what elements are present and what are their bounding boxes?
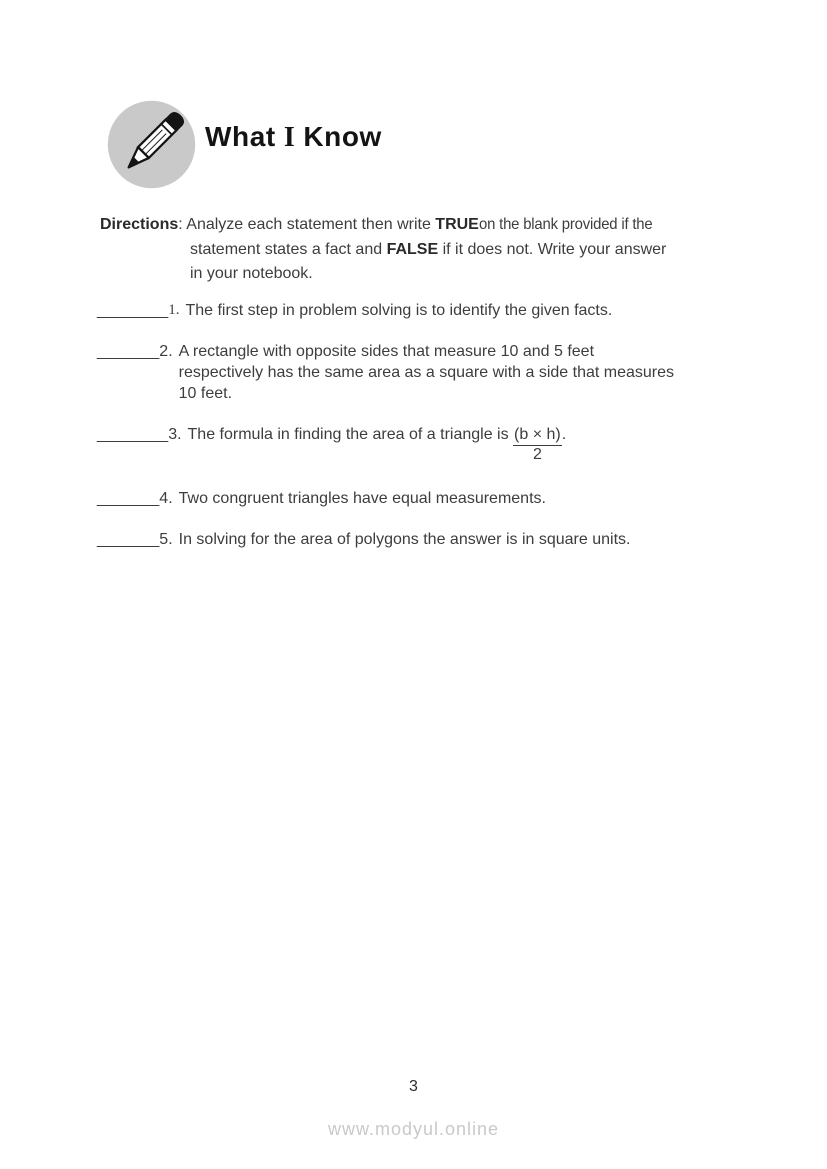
page-title: [205, 121, 382, 154]
item-text-line: respectively has the same area as a square with a side that measures: [178, 364, 675, 381]
true-keyword: TRUE: [435, 216, 479, 233]
fraction-numerator: (b × h): [513, 426, 562, 446]
directions-line-2: [100, 238, 780, 263]
item-text: [179, 341, 787, 404]
title-word: Know: [303, 121, 382, 152]
directions-paragraph: [100, 213, 780, 287]
triangle-area-fraction: [513, 424, 562, 463]
question-item-2: [97, 341, 787, 404]
watermark: www.modyul.online: [327, 1119, 500, 1139]
directions-text: Analyze each statement then write: [186, 216, 436, 233]
directions-line-1: [100, 213, 780, 238]
directions-text: in your notebook.: [190, 265, 313, 282]
item-text-line: A rectangle with opposite sides that measure 10 and 5 feet: [178, 343, 595, 360]
directions-text: if it does not. Write your answer: [438, 240, 667, 258]
item-text: In solving for the area of polygons the answer is in square units.: [178, 531, 631, 548]
question-item-3: [97, 424, 787, 463]
question-item-5: [97, 529, 787, 550]
item-text-post: .: [561, 426, 567, 443]
item-number: 5.: [159, 531, 173, 548]
item-text-line: 10 feet.: [178, 385, 233, 402]
answer-blank: _______: [97, 490, 160, 507]
page-number: 3: [409, 1078, 418, 1095]
directions-text: on the blank provided if the: [478, 216, 653, 233]
answer-blank: ________: [97, 426, 169, 443]
answer-blank: _______: [97, 343, 160, 360]
directions-line-3: [100, 262, 780, 287]
title-word-i: I: [283, 122, 296, 153]
question-item-1: [97, 300, 787, 321]
item-text: The first step in problem solving is to identify the given facts.: [185, 302, 613, 319]
answer-blank: ________: [97, 302, 169, 319]
fraction-denominator: 2: [532, 446, 542, 463]
question-item-4: [97, 488, 787, 509]
directions-label: Directions: [100, 216, 179, 233]
answer-blank: _______: [97, 531, 160, 548]
directions-colon: :: [178, 216, 187, 233]
directions-text: statement states a fact and: [190, 240, 387, 258]
item-number: 2.: [159, 343, 173, 360]
item-number: 4.: [159, 490, 173, 507]
item-text: Two congruent triangles have equal measurements.: [178, 490, 546, 507]
item-text-pre: The formula in finding the area of a triangle is: [187, 426, 514, 443]
false-keyword: FALSE: [386, 240, 439, 258]
item-text: [187, 424, 787, 463]
item-number: 3.: [168, 426, 182, 443]
title-word: What: [205, 121, 276, 152]
pencil-icon: [104, 97, 199, 192]
item-number: 1.: [168, 302, 180, 318]
question-list: [97, 300, 787, 570]
